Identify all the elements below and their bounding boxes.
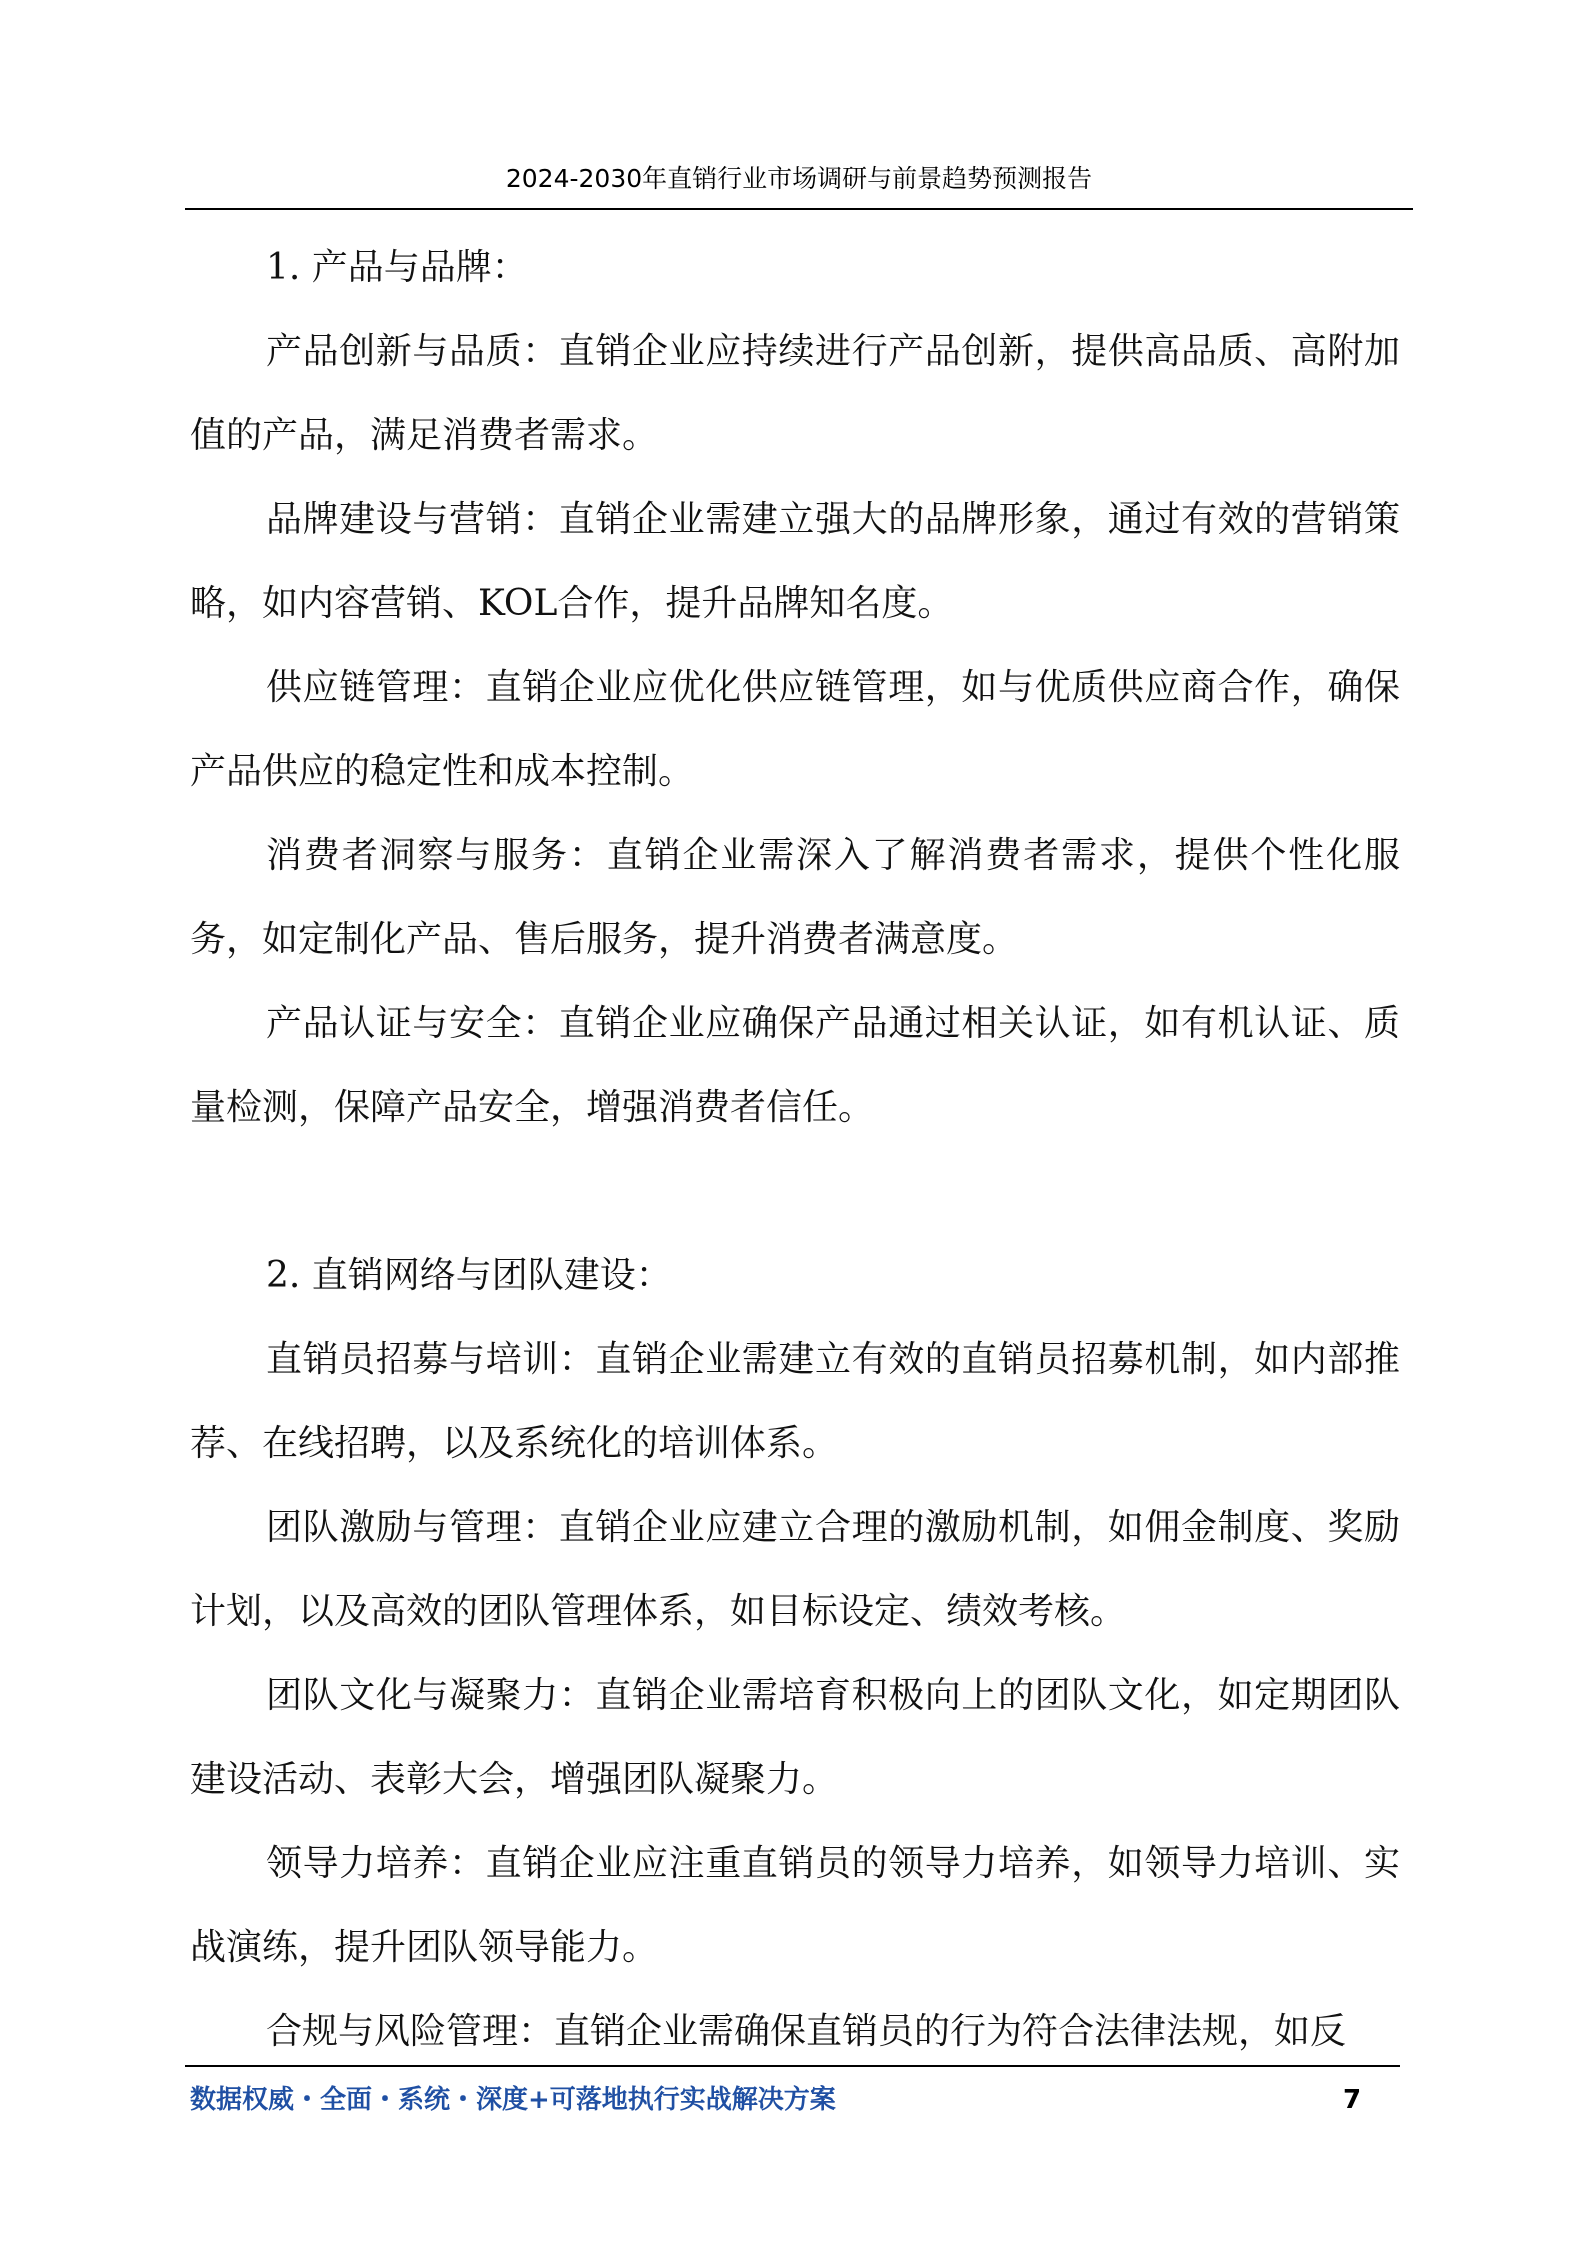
paragraph: 产品创新与品质：直销企业应持续进行产品创新，提供高品质、高附加值的产品，满足消费者需求。 [190, 331, 1400, 456]
paragraph: 团队文化与凝聚力：直销企业需培育积极向上的团队文化，如定期团队建设活动、表彰大会，增强团队凝聚力。 [190, 1675, 1400, 1800]
paragraph: 领导力培养：直销企业应注重直销员的领导力培养，如领导力培训、实战演练，提升团队领导能力。 [190, 1843, 1400, 1968]
section-heading: 2. 直销网络与团队建设： [266, 1255, 672, 1296]
page-number: 7 [1342, 2085, 1362, 2115]
paragraph: 团队激励与管理：直销企业应建立合理的激励机制，如佣金制度、奖励计划，以及高效的团队管理体系，如目标设定、绩效考核。 [190, 1507, 1400, 1632]
page-header-title: 2024-2030年直销行业市场调研与前景趋势预测报告 [505, 164, 1093, 193]
paragraph: 产品认证与安全：直销企业应确保产品通过相关认证，如有机认证、质量检测，保障产品安全，增强消费者信任。 [190, 1003, 1400, 1128]
main-content [190, 226, 1400, 2074]
paragraph: 直销员招募与培训：直销企业需建立有效的直销员招募机制，如内部推荐、在线招聘，以及系统化的培训体系。 [190, 1339, 1400, 1464]
paragraph: 消费者洞察与服务：直销企业需深入了解消费者需求，提供个性化服务，如定制化产品、售后服务，提升消费者满意度。 [190, 835, 1400, 960]
section-heading: 1. 产品与品牌： [266, 247, 528, 288]
footer-divider [185, 2065, 1400, 2067]
paragraph: 合规与风险管理：直销企业需确保直销员的行为符合法律法规，如反 [266, 2011, 1347, 2052]
header-divider [185, 208, 1413, 210]
paragraph: 供应链管理：直销企业应优化供应链管理，如与优质供应商合作，确保产品供应的稳定性和成本控制。 [190, 667, 1400, 792]
paragraph: 品牌建设与营销：直销企业需建立强大的品牌形象，通过有效的营销策略，如内容营销、KOL合作，提升品牌知名度。 [190, 499, 1400, 624]
footer-slogan: 数据权威・全面・系统・深度+可落地执行实战解决方案 [190, 2085, 836, 2115]
section-spacer [190, 1150, 1400, 1234]
